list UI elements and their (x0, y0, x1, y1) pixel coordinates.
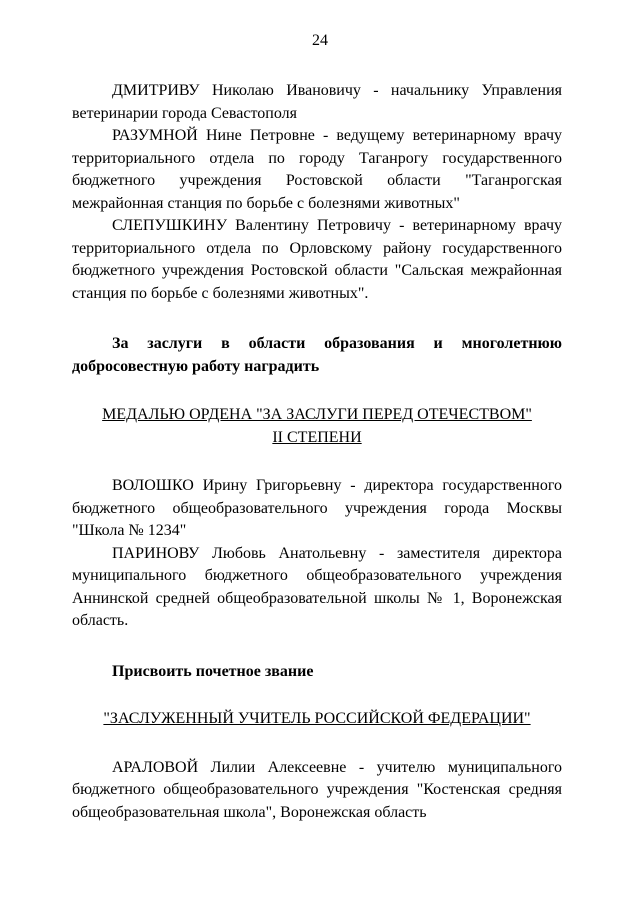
award-entry-dmitrivu: ДМИТРИВУ Николаю Ивановичу - начальнику Управления ветеринарии города Севастополя (72, 82, 562, 122)
award-entry-razumnoy: РАЗУМНОЙ Нине Петровне - ведущему ветеринарному врачу территориального отдела по городу Таганрогу государственного бюджетного учреждения Ростовской области "Таганрогская межрайонная станция по борьбе с болезнями животных" (72, 127, 562, 212)
page-number: 24 (312, 32, 328, 49)
award-entry-slepushkinu: СЛЕПУШКИНУ Валентину Петровичу - ветеринарному врачу территориального отдела по Орловскому району государственного бюджетного учреждения Ростовской области "Сальская межрайонная станция по борьбе с болезнями животных". (72, 217, 562, 302)
medal-heading-line2: II СТЕПЕНИ (272, 428, 362, 446)
assign-title: Присвоить почетное звание (112, 662, 314, 680)
medal-heading (72, 404, 562, 449)
medal-recipients (72, 475, 562, 633)
award-entry-parinovu: ПАРИНОВУ Любовь Анатольевну - заместителя директора муниципального бюджетного общеобразовательного учреждения Аннинской средней общеобразовательной школы № 1, Воронежская область. (72, 544, 562, 629)
section-intro: За заслуги в области образования и многолетнюю добросовестную работу наградить (72, 335, 562, 375)
document-body (72, 80, 562, 824)
honorary-title-heading: "ЗАСЛУЖЕННЫЙ УЧИТЕЛЬ РОССИЙСКОЙ ФЕДЕРАЦИИ" (103, 710, 531, 727)
medal-heading-line1: МЕДАЛЬЮ ОРДЕНА "ЗА ЗАСЛУГИ ПЕРЕД ОТЕЧЕСТВОМ" (102, 406, 532, 423)
title-recipients (72, 757, 562, 825)
award-entry-aralovoy: АРАЛОВОЙ Лилии Алексеевне - учителю муниципального бюджетного общеобразовательного учреждения "Костенская средняя общеобразовательная школа", Воронежская область (72, 758, 562, 821)
award-entry-voloshko: ВОЛОШКО Ирину Григорьевну - директора государственного бюджетного общеобразовательного учреждения города Москвы "Школа № 1234" (72, 477, 562, 539)
